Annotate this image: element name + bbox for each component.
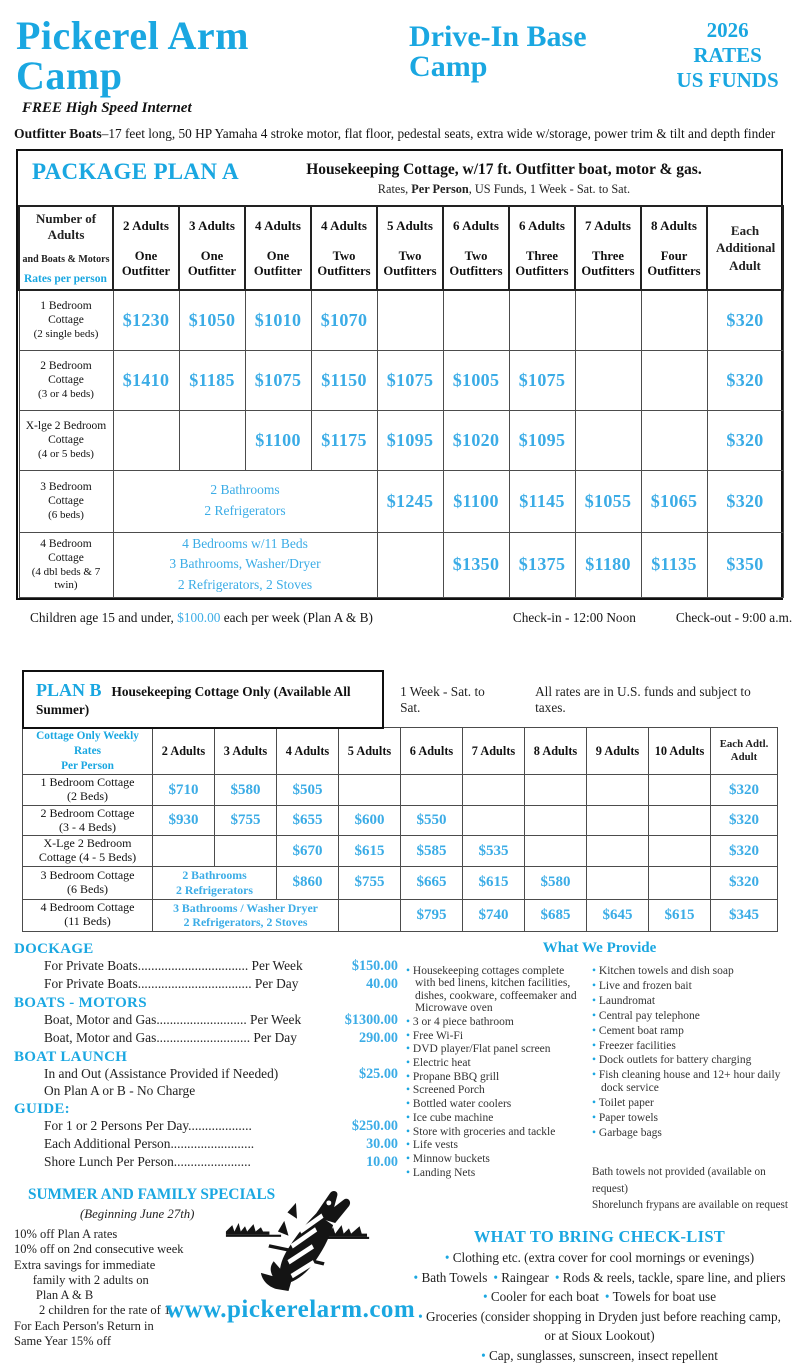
provide-notes: Bath towels not provided (available on request) Shorelunch frypans are available on request	[592, 1166, 789, 1211]
list-item: • Toilet paper	[592, 1097, 793, 1110]
column-header: 2 Adults One Outfitter	[113, 206, 179, 290]
rate-cell: $320	[711, 867, 778, 899]
list-item: • Housekeeping cottages complete with bed linens, kitchen facilities, dishes, cookware, coffeemaker and Microwave oven	[406, 965, 586, 1015]
rate-cell: $1010	[245, 290, 311, 350]
rate-cell: $1185	[179, 350, 245, 410]
column-header: 9 Adults	[587, 728, 649, 775]
rate-cell	[587, 867, 649, 899]
rate-cell: $320	[707, 410, 783, 470]
leaping-fish-icon	[222, 1170, 372, 1297]
guide-section	[14, 1101, 398, 1172]
rate-cell	[463, 775, 525, 806]
check-in-note: Check-in - 12:00 Noon	[512, 610, 636, 626]
list-item: 2 children for the rate of 1	[14, 1303, 171, 1318]
rate-cell: $1230	[113, 290, 179, 350]
list-item: • Bottled water coolers	[406, 1098, 586, 1110]
price-row: Shore Lunch Per Person....................... 10.00	[44, 1154, 398, 1171]
plan-a-note: Rates, Per Person, US Funds, 1 Week - Sat. to Sat.	[377, 182, 631, 196]
rate-cell	[113, 410, 179, 470]
bring-line: • Bath Towels • Raingear • Rods & reels, tackle, spare line, and pliers	[406, 1270, 793, 1286]
rate-cell: $1065	[641, 470, 707, 532]
list-item: • Garbage bags	[592, 1127, 793, 1140]
column-header-additional-adult: Each Additional Adult	[707, 206, 783, 290]
rate-cell	[587, 805, 649, 836]
column-header: 4 Adults One Outfitter	[245, 206, 311, 290]
rate-cell	[575, 410, 641, 470]
check-out-note: Check-out - 9:00 a.m.	[675, 610, 793, 626]
amenities-cell: 2 Bathrooms 2 Refrigerators	[113, 470, 377, 532]
rate-cell: $665	[401, 867, 463, 899]
what-to-bring-section	[406, 1227, 793, 1364]
row-label: 4 Bedroom Cottage (11 Beds)	[23, 899, 153, 931]
plan-b-section	[22, 670, 777, 932]
price-row: In and Out (Assistance Provided if Needed) $25.00	[44, 1065, 398, 1082]
rate-cell	[641, 350, 707, 410]
rate-cell	[587, 775, 649, 806]
column-header: 7 Adults	[463, 728, 525, 775]
rate-cell	[649, 836, 711, 867]
bring-line: • Groceries (consider shopping in Dryden just before reaching camp,	[406, 1309, 793, 1325]
rate-cell	[215, 836, 277, 867]
amenities-cell: 3 Bathrooms / Washer Dryer 2 Refrigerators, 2 Stoves	[153, 899, 339, 931]
rate-cell: $1100	[443, 470, 509, 532]
rate-cell: $795	[401, 899, 463, 931]
rate-cell: $580	[525, 867, 587, 899]
list-item: • Minnow buckets	[406, 1153, 586, 1165]
row-label: 4 Bedroom Cottage (4 dbl beds & 7 twin)	[19, 532, 113, 598]
rate-cell: $710	[153, 775, 215, 806]
rate-cell	[525, 836, 587, 867]
table-row	[19, 470, 783, 532]
rate-cell: $350	[707, 532, 783, 598]
list-item: • Kitchen towels and dish soap	[592, 965, 793, 978]
list-item: • Propane BBQ grill	[406, 1071, 586, 1083]
rate-cell: $1050	[179, 290, 245, 350]
dockage-section	[14, 941, 398, 994]
rate-cell: $1135	[641, 532, 707, 598]
plan-b-title: PLAN B	[36, 680, 102, 701]
rate-cell: $1075	[509, 350, 575, 410]
list-item: • Free Wi-Fi	[406, 1030, 586, 1042]
table-row	[23, 836, 778, 867]
list-item: Same Year 15% off	[14, 1333, 111, 1348]
rate-cell: $320	[711, 836, 778, 867]
rate-cell	[153, 836, 215, 867]
rate-cell: $320	[711, 775, 778, 806]
row-label: 2 Bedroom Cottage (3 or 4 beds)	[19, 350, 113, 410]
rate-cell	[377, 290, 443, 350]
plan-b-notes: 1 Week - Sat. to Sat. All rates are in U.S. funds and subject to taxes.	[400, 683, 751, 715]
rate-cell: $655	[277, 805, 339, 836]
column-header-additional-adult: Each Adtl. Adult	[711, 728, 778, 775]
rate-cell: $1245	[377, 470, 443, 532]
list-item: • Cement boat ramp	[592, 1025, 793, 1038]
rate-cell	[525, 775, 587, 806]
list-item: • Life vests	[406, 1139, 586, 1151]
rate-cell: $1075	[245, 350, 311, 410]
column-header: 8 Adults Four Outfitters	[641, 206, 707, 290]
plan-b-table	[22, 727, 778, 932]
column-header: 6 Adults Three Outfitters	[509, 206, 575, 290]
list-item: family with 2 adults on	[14, 1272, 149, 1287]
rate-cell: $1145	[509, 470, 575, 532]
row-label: 1 Bedroom Cottage (2 single beds)	[19, 290, 113, 350]
rate-cell: $1150	[311, 350, 377, 410]
outfitter-boats-note: Outfitter Boats–17 feet long, 50 HP Yamaha 4 stroke motor, flat floor, pedestal seats, extra wide w/storage, power trim & tilt and depth finder	[14, 126, 776, 141]
list-item: • Freezer facilities	[592, 1040, 793, 1053]
rate-cell: $1095	[377, 410, 443, 470]
rate-cell: $320	[707, 470, 783, 532]
free-internet-note: FREE High Speed Internet	[22, 100, 192, 116]
bottom-section	[0, 932, 799, 1364]
rate-cell: $670	[277, 836, 339, 867]
rate-cell: $320	[707, 350, 783, 410]
table-row	[23, 867, 778, 899]
list-item: • Laundromat	[592, 995, 793, 1008]
row-label: 3 Bedroom Cottage (6 beds)	[19, 470, 113, 532]
column-header: 3 Adults	[215, 728, 277, 775]
list-item: • Ice cube machine	[406, 1112, 586, 1124]
boat-launch-section	[14, 1049, 398, 1101]
column-header: 4 Adults Two Outfitters	[311, 206, 377, 290]
rate-cell	[649, 805, 711, 836]
list-item: Plan A & B	[14, 1288, 94, 1303]
rate-cell: $645	[587, 899, 649, 931]
rates-year-badge: 2026 RATES US FUNDS	[676, 18, 779, 93]
table-row	[23, 775, 778, 806]
list-item: • Fish cleaning house and 12+ hour daily dock service	[592, 1069, 793, 1095]
price-row: Boat, Motor and Gas........................... Per Week $1300.00	[44, 1011, 398, 1028]
dockage-title: DOCKAGE	[14, 941, 94, 957]
price-row: For 1 or 2 Persons Per Day................... $250.00	[44, 1118, 398, 1135]
rate-cell: $580	[215, 775, 277, 806]
rate-cell	[587, 836, 649, 867]
column-header: 7 Adults Three Outfitters	[575, 206, 641, 290]
price-row: Boat, Motor and Gas............................ Per Day 290.00	[44, 1029, 398, 1046]
rate-cell: $550	[401, 805, 463, 836]
rate-cell: $930	[153, 805, 215, 836]
column-header: 8 Adults	[525, 728, 587, 775]
table-row	[19, 290, 783, 350]
rate-cell: $615	[339, 836, 401, 867]
bring-line: • Cap, sunglasses, sunscreen, insect repellent	[406, 1348, 793, 1364]
rate-cell	[509, 290, 575, 350]
rate-cell: $1005	[443, 350, 509, 410]
plan-a-table	[16, 149, 783, 600]
camp-title: Pickerel Arm Camp	[16, 13, 249, 98]
table-row	[23, 805, 778, 836]
list-item: • Live and frozen bait	[592, 980, 793, 993]
rate-cell: $535	[463, 836, 525, 867]
list-item: • Paper towels	[592, 1112, 793, 1125]
rate-cell: $1095	[509, 410, 575, 470]
column-header: 5 Adults Two Outfitters	[377, 206, 443, 290]
rate-cell	[649, 775, 711, 806]
table-row	[19, 410, 783, 470]
rate-cell: $755	[339, 867, 401, 899]
amenities-cell: 2 Bathrooms 2 Refrigerators	[153, 867, 277, 899]
rate-cell: $860	[277, 867, 339, 899]
rate-cell: $1020	[443, 410, 509, 470]
rate-cell: $615	[649, 899, 711, 931]
rate-cell: $1410	[113, 350, 179, 410]
rate-cell: $1070	[311, 290, 377, 350]
page-header	[0, 0, 799, 96]
rate-cell: $600	[339, 805, 401, 836]
bring-line: or at Sioux Lookout)	[544, 1328, 655, 1344]
rate-cell	[575, 290, 641, 350]
rate-cell	[339, 899, 401, 931]
column-header: 10 Adults	[649, 728, 711, 775]
price-row: Each Additional Person......................... 30.00	[44, 1136, 398, 1153]
rate-cell: $1055	[575, 470, 641, 532]
row-label: 2 Bedroom Cottage (3 - 4 Beds)	[23, 805, 153, 836]
column-header: 4 Adults	[277, 728, 339, 775]
children-rate-note: Children age 15 and under, $100.00 each per week (Plan A & B)	[30, 610, 373, 626]
price-row: On Plan A or B - No Charge	[44, 1083, 196, 1099]
boats-motors-title: BOATS - MOTORS	[14, 994, 147, 1011]
rate-cell	[525, 805, 587, 836]
rate-cell	[443, 290, 509, 350]
plan-a-subtitle: Housekeeping Cottage, w/17 ft. Outfitter boat, motor & gas.	[306, 161, 702, 178]
boats-motors-section	[14, 995, 398, 1048]
table-row	[23, 899, 778, 931]
rate-cell: $685	[525, 899, 587, 931]
list-item: • 3 or 4 piece bathroom	[406, 1016, 586, 1028]
rate-cell: $505	[277, 775, 339, 806]
what-we-provide-title: What We Provide	[542, 940, 657, 956]
amenities-cell: 4 Bedrooms w/11 Beds 3 Bathrooms, Washer/Dryer 2 Refrigerators, 2 Stoves	[113, 532, 377, 598]
rate-cell: $1350	[443, 532, 509, 598]
rate-cell	[641, 290, 707, 350]
plan-a-title: PACKAGE PLAN A	[32, 159, 239, 184]
rate-cell: $1100	[245, 410, 311, 470]
bring-line: • Cooler for each boat • Towels for boat use	[406, 1289, 793, 1305]
bring-line: • Clothing etc. (extra cover for cool mornings or evenings)	[406, 1250, 793, 1266]
column-header: 3 Adults One Outfitter	[179, 206, 245, 290]
list-item: • Central pay telephone	[592, 1010, 793, 1023]
rate-cell: $585	[401, 836, 463, 867]
list-item: • Screened Porch	[406, 1084, 586, 1096]
rate-cell: $1180	[575, 532, 641, 598]
list-item: 10% off Plan A rates	[14, 1227, 118, 1242]
specials-title: SUMMER AND FAMILY SPECIALS	[28, 1186, 276, 1204]
list-item: • Dock outlets for battery charging	[592, 1054, 793, 1067]
rate-cell	[339, 775, 401, 806]
list-item: • Store with groceries and tackle	[406, 1126, 586, 1138]
plan-b-title-box	[22, 670, 384, 729]
rate-cell	[649, 867, 711, 899]
list-item: Extra savings for immediate	[14, 1257, 156, 1272]
rate-cell	[463, 805, 525, 836]
rate-cell	[179, 410, 245, 470]
summer-specials-section	[14, 1186, 416, 1354]
price-row: For Private Boats................................. Per Week $150.00	[44, 958, 398, 974]
rate-cell: $320	[707, 290, 783, 350]
rate-cell	[575, 350, 641, 410]
rate-cell: $1175	[311, 410, 377, 470]
price-row: For Private Boats.................................. Per Day 40.00	[44, 975, 398, 992]
list-item: • Electric heat	[406, 1057, 586, 1069]
list-item: • DVD player/Flat panel screen	[406, 1043, 586, 1055]
table-row	[19, 350, 783, 410]
rate-cell: $740	[463, 899, 525, 931]
list-item: 10% off on 2nd consecutive week	[14, 1242, 184, 1257]
rate-cell: $1375	[509, 532, 575, 598]
list-item: For Each Person's Return in	[14, 1318, 154, 1333]
row-label: X-lge 2 Bedroom Cottage (4 or 5 beds)	[19, 410, 113, 470]
rate-cell	[401, 775, 463, 806]
plan-b-corner-header: Cottage Only Weekly Rates Per Person	[23, 728, 153, 775]
row-label: 3 Bedroom Cottage (6 Beds)	[23, 867, 153, 899]
rate-cell: $345	[711, 899, 778, 931]
provide-list-left	[406, 965, 586, 1213]
column-header: 6 Adults	[401, 728, 463, 775]
rate-cell	[641, 410, 707, 470]
rate-cell: $1075	[377, 350, 443, 410]
column-header: 5 Adults	[339, 728, 401, 775]
plan-a-footnotes	[30, 610, 799, 626]
provide-list-right	[592, 965, 793, 1140]
rate-cell: $755	[215, 805, 277, 836]
specials-subtitle: (Beginning June 27th)	[80, 1207, 195, 1222]
rate-cell: $320	[711, 805, 778, 836]
boat-launch-title: BOAT LAUNCH	[14, 1048, 128, 1065]
column-header: 6 Adults Two Outfitters	[443, 206, 509, 290]
bring-list	[406, 1250, 793, 1364]
list-item: • Landing Nets	[406, 1167, 586, 1179]
plan-b-subtitle: Housekeeping Cottage Only (Available All Summer)	[36, 684, 351, 718]
rate-cell: $615	[463, 867, 525, 899]
row-label: 1 Bedroom Cottage (2 Beds)	[23, 775, 153, 806]
plan-a-corner-header: Number of Adults and Boats & Motors Rates per person	[19, 206, 113, 290]
camp-subtitle: Drive-In Base Camp	[409, 20, 587, 83]
what-to-bring-title: WHAT TO BRING CHECK-LIST	[473, 1226, 726, 1246]
rate-cell	[377, 532, 443, 598]
plan-a-title-row	[18, 151, 781, 205]
website-link[interactable]: www.pickerelarm.com	[166, 1296, 416, 1324]
guide-title: GUIDE:	[14, 1101, 70, 1118]
row-label: X-Lge 2 Bedroom Cottage (4 - 5 Beds)	[23, 836, 153, 867]
table-row	[19, 532, 783, 598]
column-header: 2 Adults	[153, 728, 215, 775]
